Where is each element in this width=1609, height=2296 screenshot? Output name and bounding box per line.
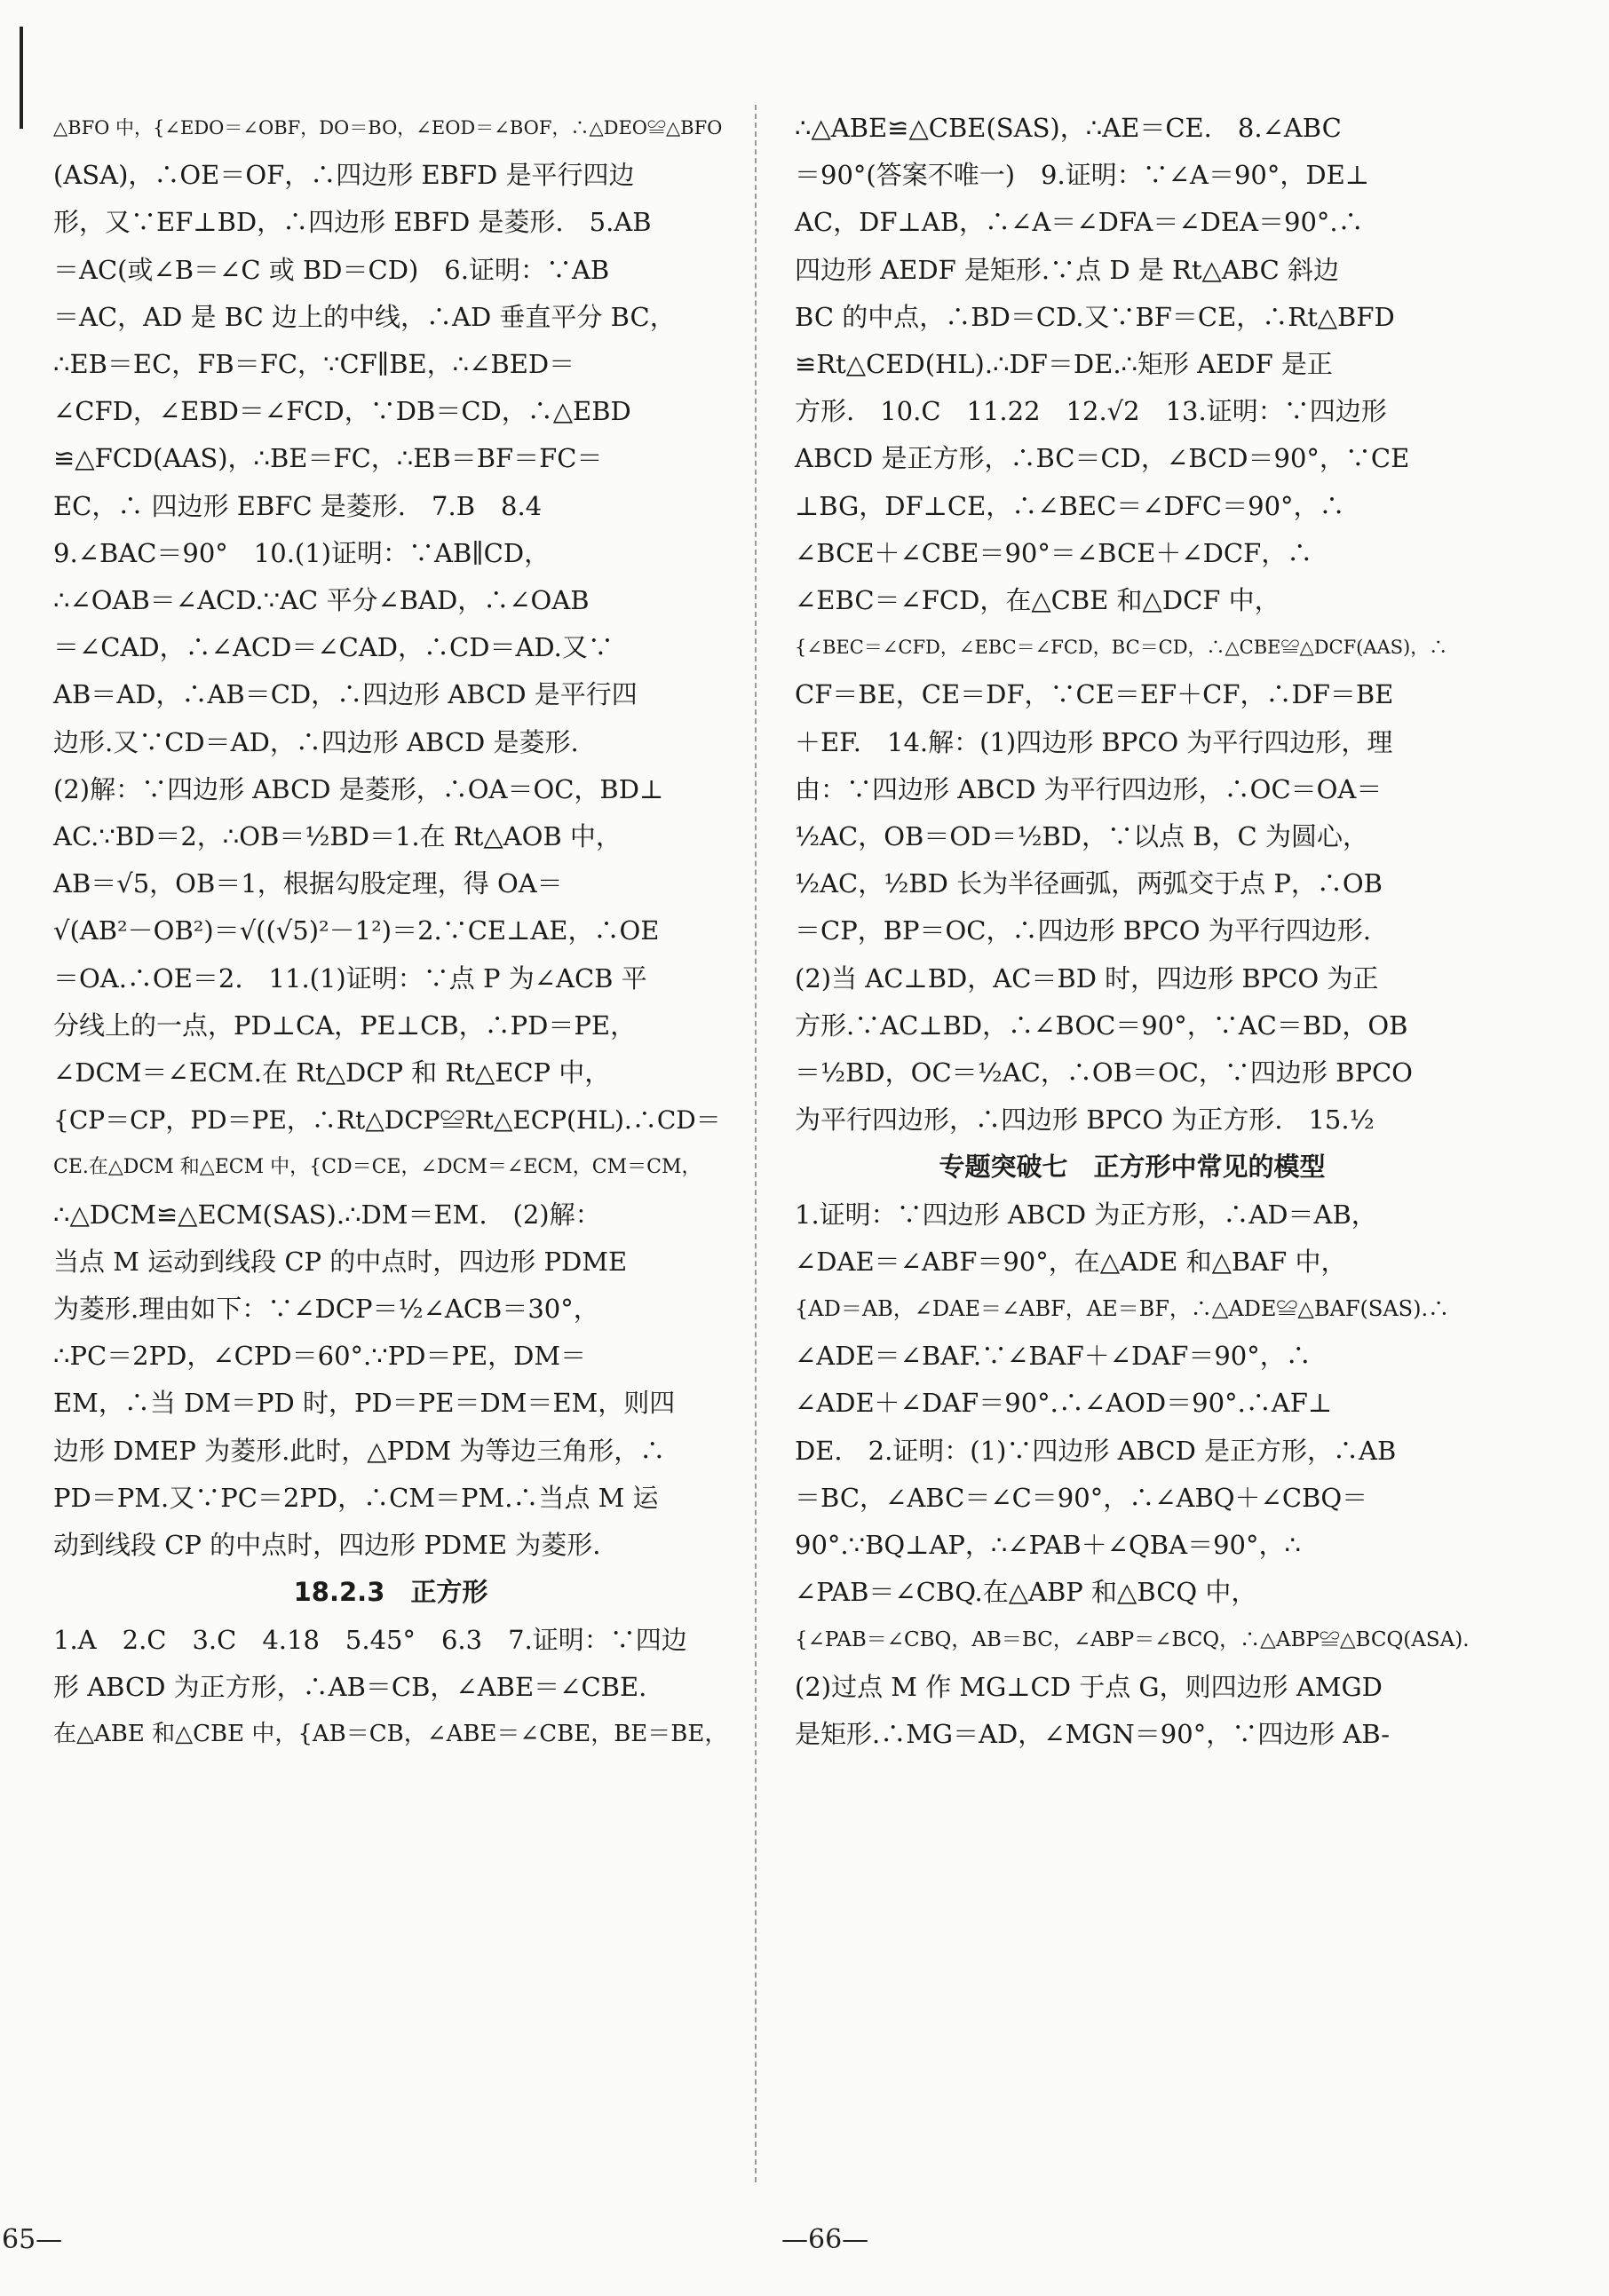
text-line: 在△ABE 和△CBE 中，{AB＝CB，∠ABE＝∠CBE，BE＝BE， xyxy=(53,1720,728,1747)
text-line: 分线上的一点，PD⊥CA，PE⊥CB，∴PD＝PE， xyxy=(53,1009,637,1041)
text-line: 形 ABCD 为正方形，∴AB＝CB，∠ABE＝∠CBE. xyxy=(53,1671,647,1702)
text-line: ∠ADE＋∠DAF＝90°.∴∠AOD＝90°.∴AF⊥ xyxy=(795,1388,1333,1419)
text-line: BC 的中点，∴BD＝CD.又∵BF＝CE，∴Rt△BFD xyxy=(795,301,1395,332)
text-line: ∠CFD，∠EBD＝∠FCD，∵DB＝CD，∴△EBD xyxy=(53,396,631,427)
text-line: 四边形 AEDF 是矩形.∵点 D 是 Rt△ABC 斜边 xyxy=(795,254,1340,285)
section-heading: 18.2.3 正方形 xyxy=(293,1577,488,1608)
text-line: CF＝BE，CE＝DF，∵CE＝EF＋CF，∴DF＝BE xyxy=(795,679,1394,710)
text-line: AB＝AD，∴AB＝CD，∴四边形 ABCD 是平行四 xyxy=(53,679,638,710)
text-line: 动到线段 CP 的中点时，四边形 PDME 为菱形. xyxy=(53,1530,601,1561)
text-line: (2)当 AC⊥BD，AC＝BD 时，四边形 BPCO 为正 xyxy=(795,962,1379,994)
text-line: ＝90°(答案不唯一) 9.证明：∵∠A＝90°，DE⊥ xyxy=(795,160,1370,191)
page-number-right: —66— xyxy=(781,2224,869,2255)
text-line: ≌Rt△CED(HL).∴DF＝DE.∴矩形 AEDF 是正 xyxy=(795,349,1333,380)
text-line: ∠BCE＋∠CBE＝90°＝∠BCE＋∠DCF，∴ xyxy=(795,537,1313,568)
text-line: 为平行四边形，∴四边形 BPCO 为正方形. 15.½ xyxy=(795,1104,1375,1136)
text-line: EC，∴ 四边形 EBFC 是菱形. 7.B 8.4 xyxy=(53,490,543,521)
text-line: 为菱形.理由如下：∵∠DCP＝½∠ACB＝30°， xyxy=(53,1294,599,1325)
text-line: DE. 2.证明：(1)∵四边形 ABCD 是正方形，∴AB xyxy=(795,1435,1397,1466)
text-line: ＝OA.∴OE＝2. 11.(1)证明：∵点 P 为∠ACB 平 xyxy=(53,962,647,994)
text-line: AC.∵BD＝2，∴OB＝½BD＝1.在 Rt△AOB 中， xyxy=(53,821,622,852)
text-line: ∠PAB＝∠CBQ.在△ABP 和△BCQ 中， xyxy=(795,1577,1257,1608)
text-line: 1.证明：∵四边形 ABCD 为正方形，∴AD＝AB， xyxy=(795,1199,1377,1230)
text-line: ½AC，OB＝OD＝½BD，∵以点 B，C 为圆心， xyxy=(795,821,1368,852)
left-column xyxy=(53,105,728,1758)
text-line: 当点 M 运动到线段 CP 的中点时，四边形 PDME xyxy=(53,1246,628,1277)
text-line: (2)过点 M 作 MG⊥CD 于点 G，则四边形 AMGD xyxy=(795,1671,1383,1702)
text-line: 边形 DMEP 为菱形.此时，△PDM 为等边三角形，∴ xyxy=(53,1435,666,1466)
text-line: PD＝PM.又∵PC＝2PD，∴CM＝PM.∴当点 M 运 xyxy=(53,1482,659,1513)
text-line: ∴EB＝EC，FB＝FC，∵CF∥BE，∴∠BED＝ xyxy=(53,349,575,380)
text-line: 边形.又∵CD＝AD，∴四边形 ABCD 是菱形. xyxy=(53,726,579,757)
text-line: {∠BEC＝∠CFD，∠EBC＝∠FCD，BC＝CD，∴△CBE≌△DCF(AAS)，∴ xyxy=(795,637,1448,659)
text-line: (ASA)，∴OE＝OF，∴四边形 EBFD 是平行四边 xyxy=(53,160,635,191)
text-line: ＝∠CAD，∴∠ACD＝∠CAD，∴CD＝AD.又∵ xyxy=(53,632,614,663)
right-column xyxy=(795,105,1470,1758)
text-line: EM，∴当 DM＝PD 时，PD＝PE＝DM＝EM，则四 xyxy=(53,1388,676,1419)
text-line: AC，DF⊥AB，∴∠A＝∠DFA＝∠DEA＝90°.∴ xyxy=(795,207,1364,238)
text-line: AB＝√5，OB＝1，根据勾股定理，得 OA＝ xyxy=(53,868,563,899)
text-line: 方形. 10.C 11.22 12.√2 13.证明：∵四边形 xyxy=(795,396,1387,427)
text-line: {AD＝AB，∠DAE＝∠ABF，AE＝BF，∴△ADE≌△BAF(SAS).∴ xyxy=(795,1296,1450,1322)
text-line: {CP＝CP，PD＝PE，∴Rt△DCP≌Rt△ECP(HL).∴CD＝ xyxy=(53,1105,721,1136)
text-line: ∠DCM＝∠ECM.在 Rt△DCP 和 Rt△ECP 中， xyxy=(53,1057,611,1089)
text-line: ∴∠OAB＝∠ACD.∵AC 平分∠BAD，∴∠OAB xyxy=(53,585,590,616)
text-line: ⊥BG，DF⊥CE，∴∠BEC＝∠DFC＝90°，∴ xyxy=(795,490,1345,521)
text-line: △BFO 中，{∠EDO＝∠OBF，DO＝BO，∠EOD＝∠BOF，∴△DEO≌△BFO xyxy=(53,117,723,139)
text-line: ∴△DCM≌△ECM(SAS).∴DM＝EM. (2)解： xyxy=(53,1199,601,1230)
page-number-left: 65— xyxy=(2,2224,63,2255)
text-line: ＝CP，BP＝OC，∴四边形 BPCO 为平行四边形. xyxy=(795,915,1371,946)
text-line: ＝½BD，OC＝½AC，∴OB＝OC，∵四边形 BPCO xyxy=(795,1057,1413,1089)
text-line: ≌△FCD(AAS)，∴BE＝FC，∴EB＝BF＝FC＝ xyxy=(53,443,603,474)
text-line: ∴△ABE≌△CBE(SAS)，∴AE＝CE. 8.∠ABC xyxy=(795,113,1342,143)
text-line: ½AC，½BD 长为半径画弧，两弧交于点 P，∴OB xyxy=(795,868,1383,899)
text-line: √(AB²－OB²)＝√((√5)²－1²)＝2.∵CE⊥AE，∴OE xyxy=(53,915,660,946)
text-line: ＝BC，∠ABC＝∠C＝90°，∴∠ABQ＋∠CBQ＝ xyxy=(795,1482,1368,1513)
column-divider xyxy=(755,105,757,2182)
text-line: ABCD 是正方形，∴BC＝CD，∠BCD＝90°，∵CE xyxy=(795,443,1410,474)
text-line: ∠EBC＝∠FCD，在△CBE 和△DCF 中， xyxy=(795,585,1280,616)
text-line: ∠DAE＝∠ABF＝90°，在△ADE 和△BAF 中， xyxy=(795,1246,1347,1277)
text-line: CE.在△DCM 和△ECM 中，{CD＝CE，∠DCM＝∠ECM，CM＝CM， xyxy=(53,1156,701,1179)
text-line: 1.A 2.C 3.C 4.18 5.45° 6.3 7.证明：∵四边 xyxy=(53,1624,687,1655)
text-line: ＝AC，AD 是 BC 边上的中线，∴AD 垂直平分 BC， xyxy=(53,301,676,332)
text-line: ＝AC(或∠B＝∠C 或 BD＝CD) 6.证明：∵AB xyxy=(53,254,610,285)
text-line: 是矩形.∴MG＝AD，∠MGN＝90°，∵四边形 AB- xyxy=(795,1718,1391,1749)
text-line: ＋EF. 14.解：(1)四边形 BPCO 为平行四边形，理 xyxy=(795,726,1393,757)
text-line: (2)解：∵四边形 ABCD 是菱形，∴OA＝OC，BD⊥ xyxy=(53,773,664,804)
section-heading: 专题突破七 正方形中常见的模型 xyxy=(939,1152,1326,1183)
text-line: 90°.∵BQ⊥AP，∴∠PAB＋∠QBA＝90°，∴ xyxy=(795,1530,1301,1561)
text-line: 9.∠BAC＝90° 10.(1)证明：∵AB∥CD， xyxy=(53,537,551,568)
text-line: {∠PAB＝∠CBQ，AB＝BC，∠ABP＝∠BCQ，∴△ABP≌△BCQ(ASA). xyxy=(795,1627,1470,1651)
binding-line xyxy=(20,27,23,129)
text-line: ∠ADE＝∠BAF.∵∠BAF＋∠DAF＝90°，∴ xyxy=(795,1341,1312,1372)
text-line: 方形.∵AC⊥BD，∴∠BOC＝90°，∵AC＝BD，OB xyxy=(795,1009,1408,1041)
text-line: ∴PC＝2PD，∠CPD＝60°.∵PD＝PE，DM＝ xyxy=(53,1341,587,1372)
text-line: 由：∵四边形 ABCD 为平行四边形，∴OC＝OA＝ xyxy=(795,773,1383,804)
text-line: 形，又∵EF⊥BD，∴四边形 EBFD 是菱形. 5.AB xyxy=(53,207,652,238)
